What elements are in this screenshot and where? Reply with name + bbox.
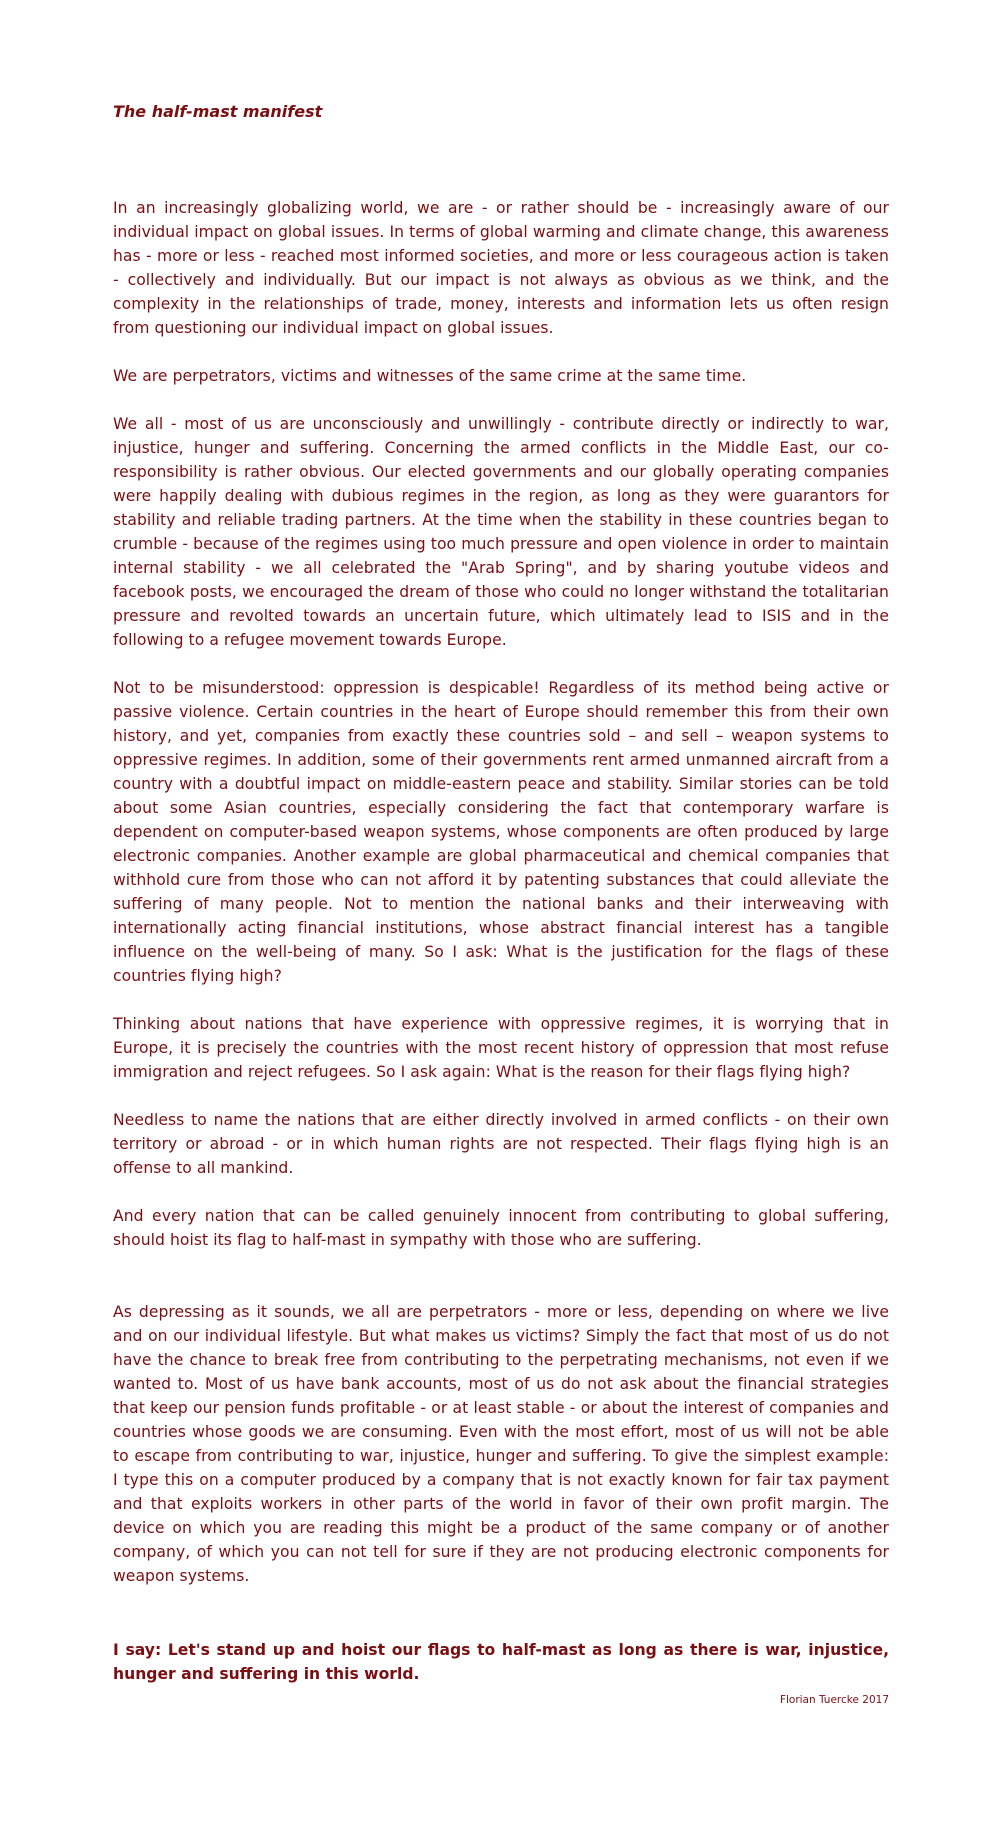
paragraph-intro: In an increasingly globalizing world, we are - or rather should be - increasingly aware of our individual impact on global issues. In terms of global warming and climate change, this awareness has - more or less - reached most informed societies, and more or less courageous action is taken - collectively and individually. But our impact is not always as obvious as we think, and the complexity in the relationships of trade, money, interests and information lets us often resign from questioning our individual impact on global issues. bbox=[113, 199, 889, 337]
paragraph-perpetrators: We are perpetrators, victims and witnesses of the same crime at the same time. bbox=[113, 367, 747, 385]
paragraph-europe-refugees: Thinking about nations that have experience with oppressive regimes, it is worrying that in Europe, it is precisely the countries with the most recent history of oppression that most refuse immigration and reject refugees. So I ask again: What is the reason for their flags flying high? bbox=[113, 1015, 889, 1081]
paragraph-armed-conflicts: Needless to name the nations that are either directly involved in armed conflicts - on their own territory or abroad - or in which human rights are not respected. Their flags flying high is an offense to all mankind. bbox=[113, 1111, 889, 1177]
paragraph-victims: As depressing as it sounds, we all are perpetrators - more or less, depending on where we live and on our individual lifestyle. But what makes us victims? Simply the fact that most of us do not have the chance to break free from contributing to the perpetrating mechanisms, not even if we wanted to. Most of us have bank accounts, most of us do not ask about the financial strategies that keep our pension funds profitable - or at least stable - or about the interest of companies and countries whose goods we are consuming. Even with the most effort, most of us will not be able to escape from contributing to war, injustice, hunger and suffering. To give the simplest example: I type this on a computer produced by a company that is not exactly known for fair tax payment and that exploits workers in other parts of the world in favor of their own profit margin. The device on which you are reading this might be a product of the same company or of another company, of which you can not tell for sure if they are not producing electronic components for weapon systems. bbox=[113, 1303, 889, 1585]
paragraph-middle-east: We all - most of us are unconsciously and unwillingly - contribute directly or indirectly to war, injustice, hunger and suffering. Concerning the armed conflicts in the Middle East, our co-responsibility is rather obvious. Our elected governments and our globally operating companies were happily dealing with dubious regimes in the region, as long as they were guarantors for stability and reliable trading partners. At the time when the stability in these countries began to crumble - because of the regimes using too much pressure and open violence in order to maintain internal stability - we all celebrated the "Arab Spring", and by sharing youtube videos and facebook posts, we encouraged the dream of those who could no longer withstand the totalitarian pressure and revolted towards an uncertain future, which ultimately lead to ISIS and in the following to a refugee movement towards Europe. bbox=[113, 415, 889, 649]
closing-statement: I say: Let's stand up and hoist our flags to half-mast as long as there is war, injustice, hunger and suffering in this world. bbox=[113, 1641, 889, 1683]
signature: Florian Tuercke 2017 bbox=[779, 1694, 889, 1706]
manifest-body bbox=[113, 196, 889, 1686]
paragraph-innocent-nations: And every nation that can be called genuinely innocent from contributing to global suffering, should hoist its flag to half-mast in sympathy with those who are suffering. bbox=[113, 1207, 889, 1249]
paragraph-oppression: Not to be misunderstood: oppression is despicable! Regardless of its method being active or passive violence. Certain countries in the heart of Europe should remember this from their own history, and yet, companies from exactly these countries sold – and sell – weapon systems to oppressive regimes. In addition, some of their governments rent armed unmanned aircraft from a country with a doubtful impact on middle-eastern peace and stability. Similar stories can be told about some Asian countries, especially considering the fact that contemporary warfare is dependent on computer-based weapon systems, whose components are often produced by large electronic companies. Another example are global pharmaceutical and chemical companies that withhold cure from those who can not afford it by patenting substances that could alleviate the suffering of many people. Not to mention the national banks and their interweaving with internationally acting financial institutions, whose abstract financial interest has a tangible influence on the well-being of many. So I ask: What is the justification for the flags of these countries flying high? bbox=[113, 679, 889, 985]
document-title: The half-mast manifest bbox=[113, 102, 323, 121]
